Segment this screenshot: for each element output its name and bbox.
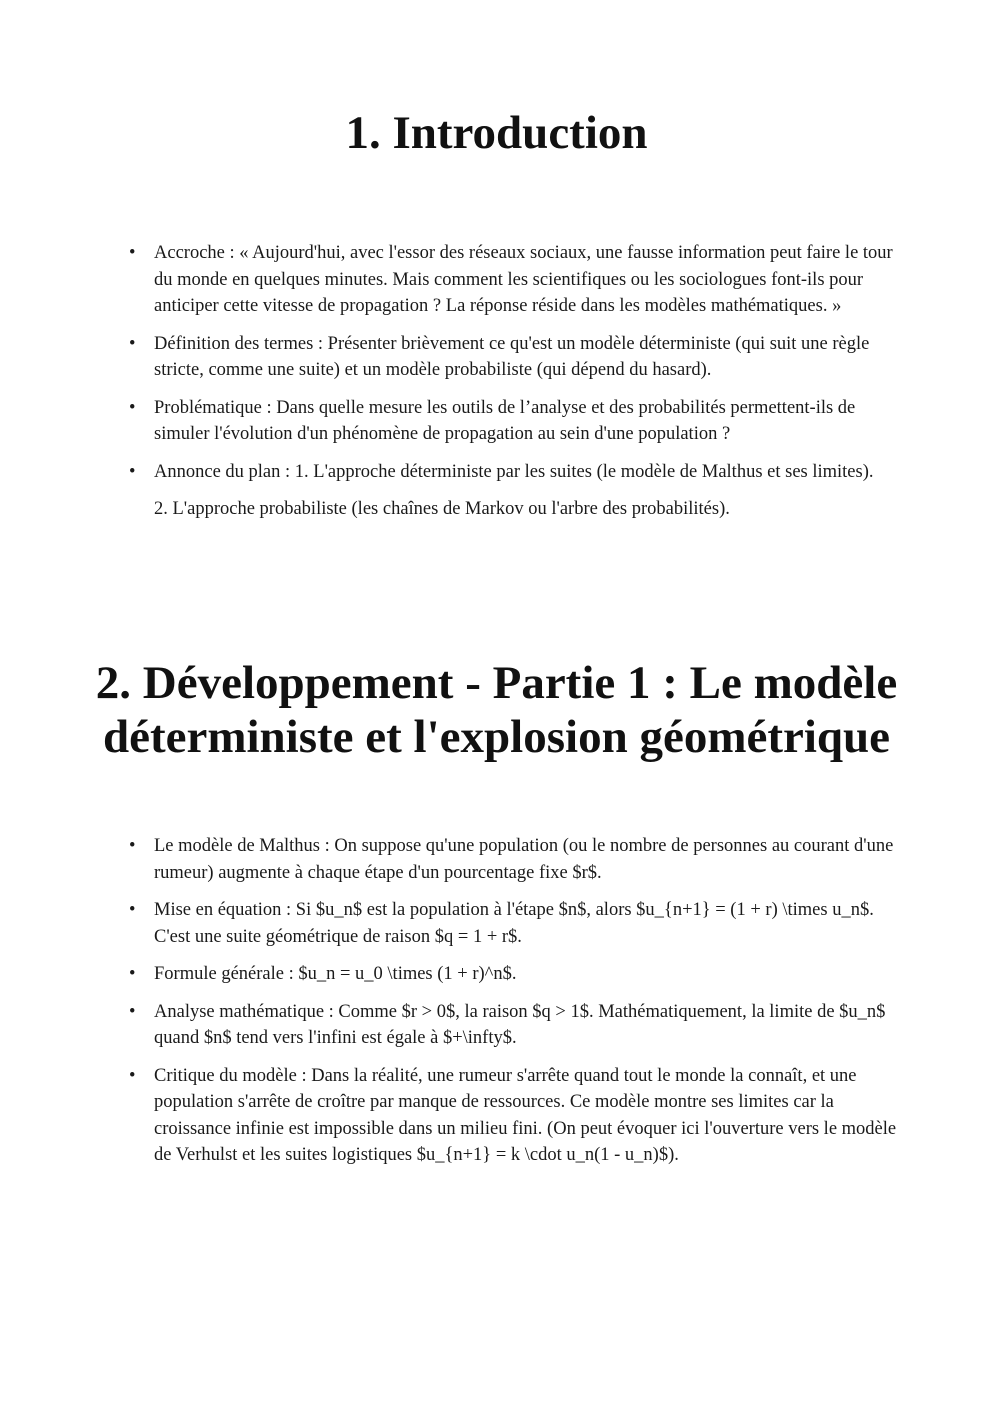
list-item <box>129 331 899 384</box>
list-item <box>129 459 899 523</box>
bullet-marker: • <box>129 1065 136 1086</box>
bullet-marker: • <box>129 900 136 920</box>
bullet-marker: • <box>129 333 136 354</box>
list-item <box>129 395 899 448</box>
list-item-text: Analyse mathématique : Comme $r > 0$, la raison $q > 1$. Mathématiquement, la limite de $u_n$ quand $n$ tend vers l'infini est égale à $+\infty$. <box>154 1001 886 1048</box>
bullet-marker: • <box>129 243 136 263</box>
bullet-marker: • <box>129 1001 136 1022</box>
developpement-bullet-list <box>129 833 899 1180</box>
list-item <box>129 1063 899 1169</box>
list-item <box>129 833 899 886</box>
list-item <box>129 999 899 1052</box>
list-item-text: Définition des termes : Présenter brièvement ce qu'est un modèle déterministe (qui suit une règle stricte, comme une suite) et un modèle probabiliste (qui dépend du hasard). <box>154 333 870 380</box>
list-item-text: Annonce du plan : 1. L'approche déterministe par les suites (le modèle de Malthus et ses limites). <box>154 461 874 482</box>
list-item <box>129 897 899 950</box>
list-item-text: Accroche : « Aujourd'hui, avec l'essor des réseaux sociaux, une fausse information peut faire le tour du monde en quelques minutes. Mais comment les scientifiques ou les sociologues font-ils pour anticiper cette vitesse de propagation ? La réponse réside dans les modèles mathématiques. » <box>154 243 893 316</box>
list-item-text: Problématique : Dans quelle mesure les outils de l’analyse et des probabilités permettent-ils de simuler l'évolution d'un phénomène de propagation au sein d'une population ? <box>154 397 856 444</box>
bullet-marker: • <box>129 397 136 418</box>
list-item-text: Critique du modèle : Dans la réalité, une rumeur s'arrête quand tout le monde la connaît, et une population s'arrête de croître par manque de ressources. Ce modèle montre ses limites car la croissance infinie est impossible dans un milieu fini. (On peut évoquer ici l'ouverture vers le modèle de Verhulst et les suites logistiques $u_{n+1} = k \cdot u_n(1 - u_n)$). <box>154 1065 897 1165</box>
section-heading-introduction: 1. Introduction <box>345 107 648 159</box>
list-item-text: Mise en équation : Si $u_n$ est la population à l'étape $n$, alors $u_{n+1} = (1 + r) \times u_n$. C'est une suite géométrique de raison $q = 1 + r$. <box>154 900 874 947</box>
introduction-bullet-list <box>129 240 899 534</box>
list-item <box>129 961 899 988</box>
list-item-text: Formule générale : $u_n = u_0 \times (1 + r)^n$. <box>154 964 517 984</box>
list-item-text: Le modèle de Malthus : On suppose qu'une population (ou le nombre de personnes au courant d'une rumeur) augmente à chaque étape d'un pourcentage fixe $r$. <box>154 836 894 883</box>
bullet-marker: • <box>129 964 136 984</box>
list-item <box>129 240 899 320</box>
section-heading-developpement: 2. Développement - Partie 1 : Le modèle déterministe et l'explosion géométrique <box>95 657 898 763</box>
list-item-continuation: 2. L'approche probabiliste (les chaînes de Markov ou l'arbre des probabilités). <box>154 499 730 519</box>
bullet-marker: • <box>129 836 136 856</box>
bullet-marker: • <box>129 461 136 482</box>
